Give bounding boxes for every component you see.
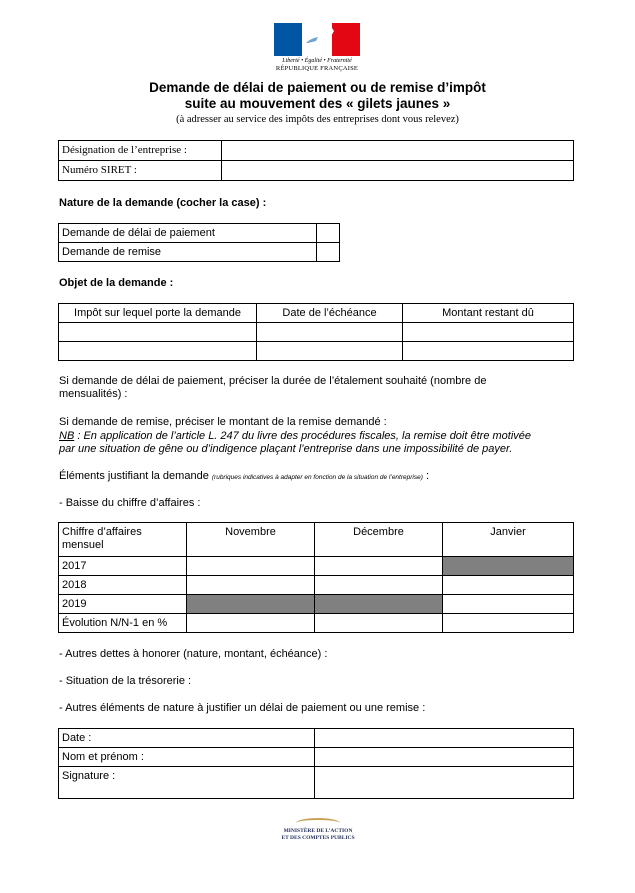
- ca-cell[interactable]: [187, 576, 315, 595]
- ca-cell[interactable]: [315, 557, 443, 576]
- ca-cell[interactable]: [315, 614, 443, 633]
- option-remise-checkbox[interactable]: [317, 243, 340, 262]
- ca-header-label: Chiffre d’affaires mensuel: [59, 523, 187, 557]
- elements-note: (rubriques indicatives à adapter en fonction de la situation de l’entreprise): [211, 474, 423, 481]
- delai-instruction-2: mensualités) :: [59, 388, 128, 400]
- ministry-logo: [272, 818, 364, 854]
- ca-header-novembre: Novembre: [187, 523, 315, 557]
- option-remise-label: Demande de remise: [59, 243, 317, 262]
- ca-header-janvier: Janvier: [443, 523, 574, 557]
- title-line-1: Demande de délai de paiement ou de remise d’impôt: [149, 80, 486, 95]
- motto: Liberté • Égalité • Fraternité: [282, 58, 352, 64]
- signature-field[interactable]: [315, 767, 574, 799]
- elements-line: [59, 470, 429, 484]
- ministry-line-2: ET DES COMPTES PUBLICS: [281, 834, 355, 841]
- ca-cell-shaded: [187, 595, 315, 614]
- siret-field[interactable]: [222, 161, 574, 181]
- nature-heading: Nature de la demande (cocher la case) :: [59, 197, 267, 209]
- republique-logo: [272, 23, 362, 81]
- elements-colon: :: [422, 470, 430, 482]
- montant-cell[interactable]: [403, 323, 574, 342]
- siret-label: Numéro SIRET :: [59, 161, 222, 181]
- impot-cell[interactable]: [59, 323, 257, 342]
- title-line-2: suite au mouvement des « gilets jaunes »: [184, 96, 451, 111]
- tresorerie-heading: - Situation de la trésorerie :: [59, 675, 192, 687]
- option-delai-checkbox[interactable]: [317, 224, 340, 243]
- entreprise-table: [58, 140, 574, 181]
- ca-cell[interactable]: [443, 595, 574, 614]
- signature-table: [58, 728, 574, 799]
- subtitle: (à adresser au service des impôts des entreprises dont vous relevez): [176, 114, 459, 125]
- marianne-profile-icon: [296, 23, 336, 56]
- french-flag-icon: [274, 23, 360, 56]
- nb-label: NB: [59, 430, 75, 442]
- montant-cell[interactable]: [403, 342, 574, 361]
- nom-field[interactable]: [315, 748, 574, 767]
- baisse-heading: - Baisse du chiffre d’affaires :: [59, 497, 201, 509]
- nom-label: Nom et prénom :: [59, 748, 315, 767]
- designation-label: Désignation de l’entreprise :: [59, 141, 222, 161]
- delai-instruction-1: Si demande de délai de paiement, préciser la durée de l’étalement souhaité (nombre de: [59, 375, 487, 387]
- date-label: Date :: [59, 729, 315, 748]
- date-field[interactable]: [315, 729, 574, 748]
- ca-row-2018: 2018: [59, 576, 187, 595]
- ministry-emblem-icon: [296, 818, 340, 828]
- nature-table: [58, 223, 340, 262]
- remise-instruction: Si demande de remise, préciser le montant de la remise demandé :: [59, 416, 387, 428]
- impot-cell[interactable]: [59, 342, 257, 361]
- ca-row-2019: 2019: [59, 595, 187, 614]
- nb-text-1: : En application de l’article L. 247 du livre des procédures fiscales, la remise doit être motivée: [74, 430, 532, 442]
- ca-table: [58, 522, 574, 633]
- ca-cell-shaded: [443, 557, 574, 576]
- ca-cell-shaded: [315, 595, 443, 614]
- column-echeance: Date de l’échéance: [257, 304, 403, 323]
- ca-cell[interactable]: [187, 557, 315, 576]
- autres-heading: - Autres éléments de nature à justifier un délai de paiement ou une remise :: [59, 702, 426, 714]
- ca-header-decembre: Décembre: [315, 523, 443, 557]
- ca-cell[interactable]: [443, 576, 574, 595]
- ca-cell[interactable]: [187, 614, 315, 633]
- nb-line-1: [59, 430, 531, 443]
- echeance-cell[interactable]: [257, 323, 403, 342]
- designation-field[interactable]: [222, 141, 574, 161]
- echeance-cell[interactable]: [257, 342, 403, 361]
- column-montant: Montant restant dû: [403, 304, 574, 323]
- republic-name: RÉPUBLIQUE FRANÇAISE: [275, 65, 359, 72]
- option-delai-label: Demande de délai de paiement: [59, 224, 317, 243]
- nb-line-2: par une situation de gêne ou d’indigence plaçant l’entreprise dans une impossibilité de payer.: [59, 443, 513, 455]
- column-impot: Impôt sur lequel porte la demande: [59, 304, 257, 323]
- ca-row-evolution: Évolution N/N-1 en %: [59, 614, 187, 633]
- objet-table: [58, 303, 574, 361]
- ca-cell[interactable]: [315, 576, 443, 595]
- signature-label: Signature :: [59, 767, 315, 799]
- dettes-heading: - Autres dettes à honorer (nature, montant, échéance) :: [59, 648, 328, 660]
- ministry-line-1: MINISTÈRE DE L’ACTION: [283, 828, 353, 834]
- elements-label: Éléments justifiant la demande: [59, 470, 212, 482]
- objet-heading: Objet de la demande :: [59, 277, 174, 289]
- ca-row-2017: 2017: [59, 557, 187, 576]
- ca-cell[interactable]: [443, 614, 574, 633]
